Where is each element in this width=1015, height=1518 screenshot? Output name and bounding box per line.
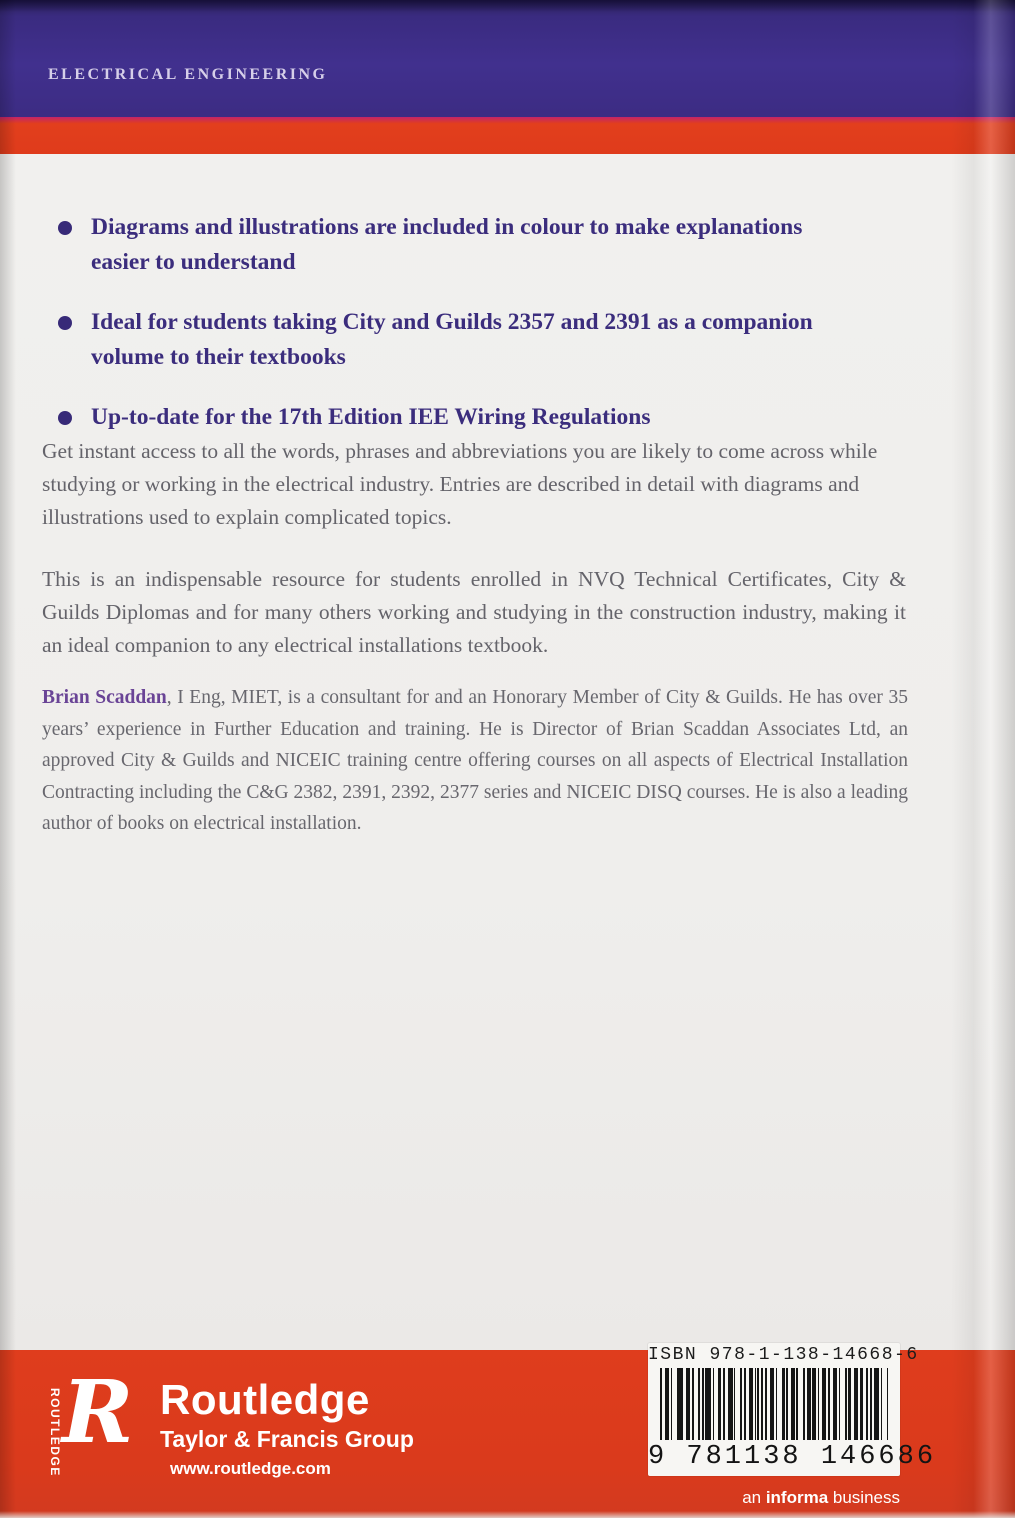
bottom-band [0, 1345, 1015, 1518]
barcode-bars [660, 1368, 888, 1440]
red-stripe [0, 117, 1015, 154]
bullet-list [58, 210, 858, 460]
description-paragraph: Get instant access to all the words, phrases and abbreviations you are likely to come across while studying or working in the electrical industry. Entries are described in detail with diagrams and illustrations used to explain complicated topics. [42, 439, 878, 529]
bullet-item [58, 210, 858, 280]
author-bio-text: , I Eng, MIET, is a consultant for and an Honorary Member of City & Guilds. He has over 35 years’ experience in Further Education and training. He is Director of Brian Scaddan Associates Ltd, an approved City & Guilds and NICEIC training centre offering courses on all aspects of Electrical Installation Contracting including the C&G 2382, 2391, 2392, 2377 series and NICEIC DISQ courses. He is also a leading author of books on electrical installation. [42, 687, 908, 834]
bullet-item [58, 305, 858, 375]
informa-pre: an [742, 1488, 766, 1507]
publisher-names [160, 1378, 414, 1480]
isbn-label: ISBN 978-1-138-14668-6 [648, 1345, 919, 1365]
routledge-vertical-label: ROUTLEDGE [48, 1388, 62, 1477]
author-name: Brian Scaddan [42, 687, 167, 708]
publisher-name: Routledge [160, 1376, 370, 1423]
informa-tagline [648, 1488, 900, 1508]
bullet-item [58, 400, 858, 435]
publisher-group: Taylor & Francis Group [160, 1426, 414, 1452]
bullet-dot-icon [58, 411, 72, 425]
routledge-r-icon: R [62, 1362, 134, 1463]
informa-brand: informa [765, 1488, 829, 1507]
category-label: ELECTRICAL ENGINEERING [48, 66, 328, 83]
barcode-digits: 9 781138 146686 [648, 1442, 937, 1472]
bullet-dot-icon [58, 221, 72, 235]
bullet-text: Up-to-date for the 17th Edition IEE Wiring Regulations [91, 404, 651, 430]
barcode [648, 1343, 937, 1476]
bullet-text: Ideal for students taking City and Guilds 2357 and 2391 as a companion volume to their textbooks [91, 309, 813, 370]
informa-post: business [828, 1488, 900, 1507]
bullet-text: Diagrams and illustrations are included in colour to make explanations easier to understand [91, 214, 803, 275]
top-band [0, 0, 1015, 117]
audience-paragraph: This is an indispensable resource for students enrolled in NVQ Technical Certificates, City & Guilds Diplomas and for many others working and studying in the construction industry, making it an ideal companion to any electrical installations textbook. [42, 567, 906, 657]
cover-body [0, 154, 1015, 1350]
bullet-dot-icon [58, 316, 72, 330]
author-bio [42, 682, 908, 840]
publisher-url: www.routledge.com [170, 1459, 331, 1478]
